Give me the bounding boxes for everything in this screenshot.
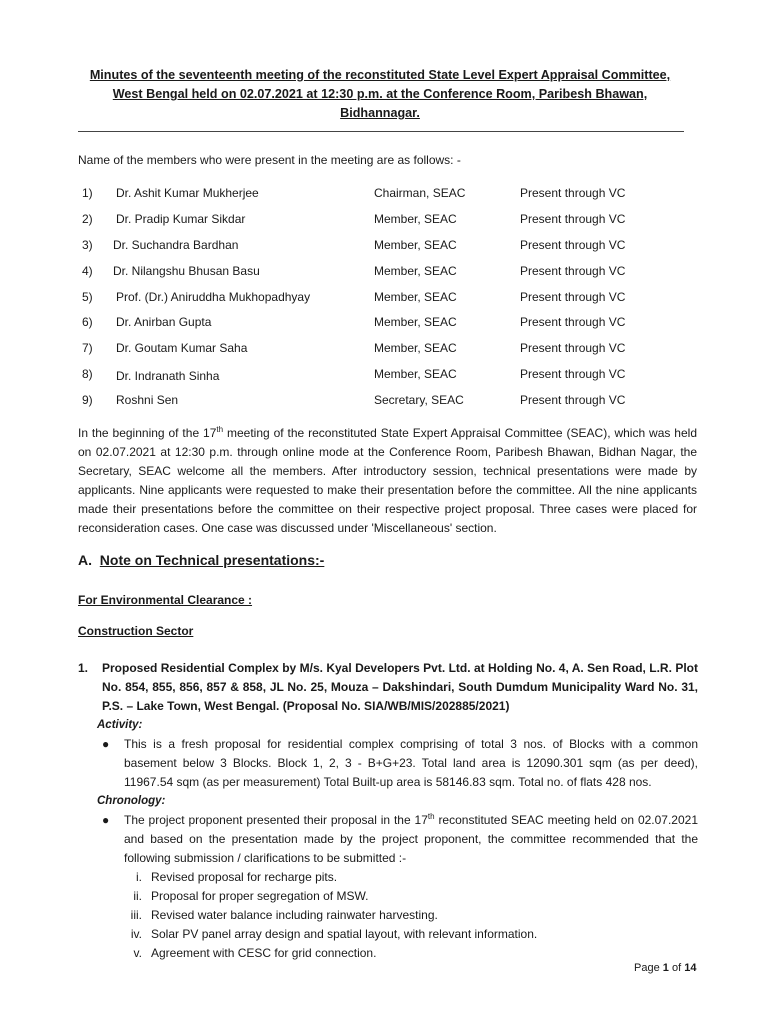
member-status: Present through VC [520,367,626,382]
chronology-text: The project proponent presented their proposal in the 17 [124,813,428,827]
members-list [78,186,698,419]
page-prefix: Page [634,962,660,974]
page-number: 1 [662,962,669,974]
bullet-icon: ● [102,737,110,751]
member-row [78,212,698,238]
section-a-heading [78,552,324,568]
member-status: Present through VC [520,315,626,330]
list-item [78,944,698,963]
member-name: Dr. Indranath Sinha [116,369,220,384]
member-role: Member, SEAC [374,289,457,304]
member-name: Dr. Suchandra Bardhan [113,237,239,252]
member-status: Present through VC [520,186,626,200]
section-letter: A. [78,552,92,568]
item-number: 1. [78,661,89,675]
member-number: 1) [82,186,93,200]
member-row [78,264,698,290]
member-row [78,315,698,341]
roman-text: Revised water balance including rainwater harvesting. [151,908,438,922]
member-status: Present through VC [520,237,626,252]
page-total: 14 [684,962,697,974]
member-number: 9) [82,393,93,408]
page-of: of [671,962,682,974]
member-name: Dr. Nilangshu Bhusan Basu [113,263,260,278]
activity-label: Activity: [97,719,143,731]
chronology-bullet [102,811,698,868]
member-role: Chairman, SEAC [374,186,466,200]
member-number: 5) [82,289,93,304]
activity-text: This is a fresh proposal for residential complex comprising of total 3 nos. of Blocks with a common basement below 3 Blocks. Block 1, 2, 3 - B+G+23. Total land area is 12090.301 sqm (as per deed), 11967.54 sqm (as per measurement) Total Built-up area is 58146.83 sqm. Total no. of flats 428 nos. [124,737,698,789]
title-divider [78,131,684,132]
member-row [78,186,698,212]
chronology-text-cont: reconstituted SEAC meeting held on 02.07.2021 and based on the presentation made by the project proponent, the committee recommended that the following submission / clarifications to be submitted :- [124,813,698,865]
intro-text: In the beginning of the 17 [78,426,217,440]
intro-text-cont: meeting of the reconstituted State Expert Appraisal Committee (SEAC), which was held on 02.07.2021 at 12:30 p.m. through online mode at the Conference Room, Paribesh Bhawan, Bidhan Nagar, the Secretary, SEAC welcome all the members. After introductory session, technical presentations were made by applicants. Nine applicants were requested to make their presentation before the committee. All the nine applicants made their presentations before the committee on their respective project proposal. Three cases were placed for reconsideration cases. One case was discussed under 'Miscellaneous' section. [78,426,697,535]
member-role: Member, SEAC [374,315,457,330]
roman-text: Agreement with CESC for grid connection. [151,946,377,960]
member-number: 4) [82,263,93,278]
member-number: 7) [82,341,93,356]
list-item [78,887,698,906]
roman-number: ii. [133,889,142,903]
roman-text: Proposal for proper segregation of MSW. [151,889,369,903]
member-number: 2) [82,211,93,226]
list-item [78,906,698,925]
member-role: Member, SEAC [374,367,457,382]
roman-text: Revised proposal for recharge pits. [151,870,338,884]
member-row [78,238,698,264]
ordinal-suffix: th [427,812,435,821]
bullet-icon: ● [102,813,110,827]
page-footer [634,962,696,974]
member-row [78,290,698,316]
member-role: Member, SEAC [374,211,457,226]
member-role: Secretary, SEAC [374,393,464,408]
member-name: Prof. (Dr.) Aniruddha Mukhopadhyay [116,289,311,304]
sub-heading-ec: For Environmental Clearance : [78,593,253,607]
member-name: Dr. Anirban Gupta [116,315,212,330]
member-name: Dr. Goutam Kumar Saha [116,341,248,356]
roman-number: iv. [130,927,142,941]
member-role: Member, SEAC [374,263,457,278]
roman-text: Solar PV panel array design and spatial layout, with relevant information. [151,927,538,941]
member-name: Roshni Sen [116,393,179,408]
activity-bullet [102,735,698,792]
member-role: Member, SEAC [374,237,457,252]
sub-heading-construction: Construction Sector [78,624,194,638]
member-number: 3) [82,237,93,252]
members-intro: Name of the members who were present in the meeting are as follows: - [78,153,461,167]
member-status: Present through VC [520,393,626,408]
member-row [78,393,698,419]
member-name: Dr. Ashit Kumar Mukherjee [116,186,259,200]
proposal-item [78,659,698,963]
section-title: Note on Technical presentations:- [99,552,325,568]
ordinal-suffix: th [216,425,224,434]
roman-number: i. [136,870,142,884]
chronology-label: Chronology: [97,795,166,807]
member-number: 8) [82,367,93,382]
member-status: Present through VC [520,289,626,304]
roman-number: v. [133,946,142,960]
list-item [78,925,698,944]
member-row [78,367,698,393]
member-role: Member, SEAC [374,341,457,356]
member-name: Dr. Pradip Kumar Sikdar [116,211,246,226]
member-status: Present through VC [520,211,626,226]
list-item [78,868,698,887]
member-status: Present through VC [520,341,626,356]
document-title: Minutes of the seventeenth meeting of the reconstituted State Level Expert Appraisal Committee, West Bengal held on 02.07.2021 at 12:30 p.m. at the Conference Room, Paribesh Bhawan, Bidhannagar. [89,68,671,120]
member-status: Present through VC [520,263,626,278]
item-title: Proposed Residential Complex by M/s. Kyal Developers Pvt. Ltd. at Holding No. 4, A. Sen Road, L.R. Plot No. 854, 855, 856, 857 & 858, JL No. 25, Mouza – Dakshindari, South Dumdum Municipality Ward No. 31, P.S. – Lake Town, West Bengal. (Proposal No. SIA/WB/MIS/202885/2021) [102,661,698,713]
intro-paragraph [78,424,697,538]
member-number: 6) [82,315,93,330]
member-row [78,341,698,367]
roman-number: iii. [130,908,142,922]
